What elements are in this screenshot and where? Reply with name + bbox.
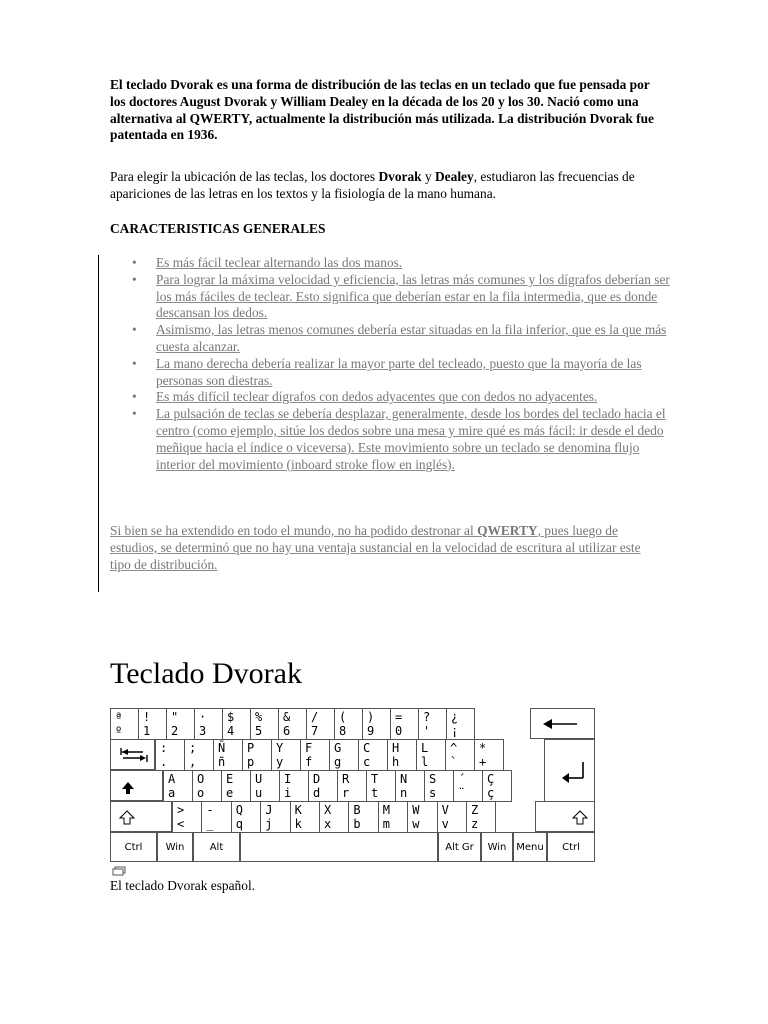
- key-upper-char: T: [371, 772, 379, 786]
- key-shift-left: [110, 801, 172, 832]
- key-upper-char: Ç: [487, 772, 495, 786]
- list-item: [110, 356, 670, 390]
- key-lower-char: a: [168, 786, 176, 800]
- key-row4-1: [172, 801, 202, 833]
- key-row3-10: [424, 770, 454, 802]
- key-label: Ctrl: [124, 842, 143, 853]
- key-upper-char: D: [313, 772, 321, 786]
- closing-text-c: , pues luego de estudios, se determinó que no hay una ventaja sustancial en la velocidad de escritura al utilizar este tipo de distribución.: [110, 523, 641, 572]
- key-row4-8: [378, 801, 408, 833]
- key-caps-lock: [110, 770, 163, 801]
- key-upper-char: Q: [235, 803, 244, 817]
- key-row1-6: [250, 708, 279, 740]
- shift-left-arrow-icon: [119, 810, 135, 826]
- key-upper-char: J: [265, 803, 273, 817]
- key-lower-char: 3: [199, 724, 207, 738]
- key-row1-8: [306, 708, 335, 740]
- key-upper-char: ?: [423, 710, 431, 724]
- key-row2-1: [155, 739, 185, 771]
- key-lower-char: 2: [171, 724, 179, 738]
- key-space: [240, 832, 438, 862]
- key-row1-5: [222, 708, 251, 740]
- bullet: •: [132, 355, 137, 371]
- key-label: Alt: [209, 842, 224, 853]
- key-win-left: [157, 832, 193, 862]
- key-row2-5: [271, 739, 301, 771]
- key-lower-char: 5: [255, 724, 263, 738]
- key-upper-char: K: [294, 803, 302, 817]
- list-item: [110, 272, 670, 322]
- key-row1-7: [278, 708, 307, 740]
- key-row2-2: [184, 739, 214, 771]
- key-upper-char: ^: [450, 741, 458, 755]
- key-row1-13: [446, 708, 475, 740]
- list-item: [110, 322, 670, 356]
- key-lower-char: j: [265, 817, 273, 831]
- key-row4-7: [348, 801, 378, 833]
- tab-arrows-icon: [119, 747, 149, 763]
- bullet: •: [132, 406, 137, 422]
- key-row1-4: [194, 708, 223, 740]
- bullet: •: [132, 271, 137, 287]
- key-upper-char: M: [382, 803, 391, 817]
- key-alt-gr: [438, 832, 481, 862]
- key-upper-char: !: [143, 710, 151, 724]
- key-upper-char: &: [283, 710, 291, 724]
- key-upper-char: O: [197, 772, 205, 786]
- key-lower-char: p: [247, 755, 255, 769]
- key-upper-char: ;: [189, 741, 197, 755]
- key-lower-char: f: [305, 755, 313, 769]
- key-row4-10: [437, 801, 467, 833]
- revision-bar: [98, 255, 99, 592]
- key-upper-char: %: [255, 710, 263, 724]
- key-label: Alt Gr: [445, 842, 474, 853]
- key-lower-char: ': [423, 724, 431, 738]
- key-row1-9: [334, 708, 363, 740]
- list-item-text: La pulsación de teclas se debería desplazar, generalmente, desde los bordes del teclado hacia el centro (como ejemplo, sitúe los dedos sobre una mesa y mire qué es más fácil: ir desde el dedo meñique hacia el índice o viceversa). Este movimiento sobre un teclado se denomina flujo interior del movimiento (inboard stroke flow en inglés).: [156, 406, 666, 472]
- key-win-right: [481, 832, 513, 862]
- intro-bold-paragraph: El teclado Dvorak es una forma de distribución de las teclas en un teclado que fue pensada por los doctores August Dvorak y William Dealey en la década de los 20 y los 30. Nació como una alternativa al QWERTY, actualmente la distribución más utilizada. La distribución Dvorak fue patentada en 1936.: [110, 77, 654, 143]
- key-row3-11: [453, 770, 483, 802]
- key-row4-11: [466, 801, 496, 833]
- p2-dvorak: Dvorak: [378, 169, 422, 184]
- p2-text-c: y: [421, 169, 436, 184]
- key-lower-char: r: [342, 786, 350, 800]
- key-lower-char: .: [160, 755, 168, 769]
- p2-text-e: , estudiaron las frecuencias de apariciones de las letras en los textos y la fisiología de la mano humana.: [110, 169, 635, 201]
- key-lower-char: n: [400, 786, 408, 800]
- key-lower-char: 6: [283, 724, 291, 738]
- key-row2-7: [329, 739, 359, 771]
- key-upper-char: Ñ: [218, 741, 226, 755]
- key-upper-char: X: [324, 803, 332, 817]
- key-upper-char: C: [363, 741, 371, 755]
- key-upper-char: $: [227, 710, 235, 724]
- key-row3-2: [192, 770, 222, 802]
- list-item-text: La mano derecha debería realizar la mayor parte del tecleado, puesto que la mayoría de las personas son diestras.: [156, 355, 642, 388]
- list-item: [110, 255, 670, 272]
- enter-arrow-icon: [561, 760, 587, 786]
- key-label: Win: [487, 842, 507, 853]
- list-item-text: Es más fácil teclear alternando las dos manos.: [156, 255, 403, 270]
- bullet: •: [132, 255, 137, 270]
- key-row2-3: [213, 739, 243, 771]
- key-label: Menu: [516, 842, 544, 853]
- key-lower-char: `: [450, 755, 458, 769]
- closing-paragraph: [110, 523, 655, 573]
- key-upper-char: S: [429, 772, 437, 786]
- backspace-arrow-icon: [543, 718, 583, 730]
- key-label: Win: [165, 842, 185, 853]
- key-upper-char: V: [441, 803, 449, 817]
- key-upper-char: E: [226, 772, 234, 786]
- key-row3-4: [250, 770, 280, 802]
- key-ctrl-left: [110, 832, 157, 862]
- key-upper-char: L: [421, 741, 429, 755]
- key-upper-char: G: [334, 741, 342, 755]
- key-lower-char: t: [371, 786, 379, 800]
- key-lower-char: ¨: [458, 786, 466, 800]
- key-alt: [193, 832, 240, 862]
- key-lower-char: c: [363, 755, 371, 769]
- key-lower-char: ç: [487, 786, 495, 800]
- key-upper-char: =: [395, 710, 403, 724]
- key-upper-char: (: [339, 710, 347, 724]
- key-upper-char: H: [392, 741, 400, 755]
- key-row4-3: [231, 801, 261, 833]
- key-ctrl-right: [547, 832, 595, 862]
- key-row4-5: [290, 801, 320, 833]
- features-heading: CARACTERISTICAS GENERALES: [110, 221, 326, 236]
- keyboard-caption: El teclado Dvorak español.: [110, 878, 256, 893]
- key-lower-char: ñ: [218, 755, 226, 769]
- key-upper-char: ¿: [451, 710, 459, 724]
- key-upper-char: A: [168, 772, 176, 786]
- key-lower-char: u: [255, 786, 263, 800]
- key-enter: [544, 739, 595, 801]
- key-upper-char: P: [247, 741, 255, 755]
- key-row4-9: [407, 801, 437, 833]
- key-lower-char: k: [294, 817, 302, 831]
- image-caption-icon: [112, 866, 126, 876]
- key-upper-char: ·: [199, 710, 207, 724]
- key-upper-char: W: [412, 803, 420, 817]
- key-lower-char: b: [353, 817, 361, 831]
- caps-lock-arrow-icon: [121, 781, 135, 795]
- key-upper-char: :: [160, 741, 168, 755]
- key-lower-char: _: [206, 817, 214, 831]
- key-row4-6: [319, 801, 349, 833]
- key-lower-char: x: [324, 817, 332, 831]
- key-row3-5: [279, 770, 309, 802]
- key-row3-9: [395, 770, 425, 802]
- p2-text-a: Para elegir la ubicación de las teclas, los doctores: [110, 169, 379, 184]
- key-lower-char: g: [334, 755, 342, 769]
- key-row1-3: [166, 708, 195, 740]
- key-lower-char: w: [412, 817, 420, 831]
- section-title: Teclado Dvorak: [110, 657, 302, 690]
- key-row2-11: [445, 739, 475, 771]
- key-lower-char: d: [313, 786, 321, 800]
- key-lower-char: 8: [339, 724, 347, 738]
- key-upper-char: ´: [458, 772, 466, 786]
- key-upper-char: ª: [115, 710, 123, 724]
- key-upper-char: ): [367, 710, 375, 724]
- key-row3-8: [366, 770, 396, 802]
- key-row1-12: [418, 708, 447, 740]
- key-lower-char: e: [226, 786, 234, 800]
- list-item: [110, 389, 670, 406]
- key-upper-char: N: [400, 772, 408, 786]
- key-row3-12: [482, 770, 512, 802]
- key-row1-1: [110, 708, 139, 740]
- key-lower-char: q: [235, 817, 244, 831]
- list-item-text: Para lograr la máxima velocidad y eficiencia, las letras más comunes y los dígrafos deberían ser los más fáciles de teclear. Esto significa que deberían estar en la fila intermedia, que es donde descansan los dedos.: [156, 271, 670, 321]
- key-lower-char: l: [421, 755, 429, 769]
- key-row1-11: [390, 708, 419, 740]
- key-row4-2: [201, 801, 231, 833]
- bullet: •: [132, 389, 137, 405]
- p2-dealey: Dealey: [435, 169, 474, 184]
- list-item-text: Es más difícil teclear dígrafos con dedos adyacentes que con dedos no adyacentes.: [156, 389, 598, 405]
- key-lower-char: 7: [311, 724, 319, 738]
- key-upper-char: R: [342, 772, 350, 786]
- key-row3-6: [308, 770, 338, 802]
- key-shift-right: [535, 801, 595, 832]
- key-lower-char: 1: [143, 724, 151, 738]
- key-lower-char: s: [429, 786, 437, 800]
- key-upper-char: *: [479, 741, 487, 755]
- key-row3-7: [337, 770, 367, 802]
- key-upper-char: Y: [276, 741, 284, 755]
- features-list: [110, 255, 670, 473]
- key-row3-3: [221, 770, 251, 802]
- closing-qwerty: QWERTY: [477, 523, 538, 538]
- key-row2-10: [416, 739, 446, 771]
- bullet: •: [132, 322, 137, 338]
- key-row2-12: [474, 739, 504, 771]
- key-lower-char: +: [479, 755, 487, 769]
- key-row3-1: [163, 770, 193, 802]
- key-lower-char: h: [392, 755, 400, 769]
- key-lower-char: º: [115, 724, 123, 738]
- key-tab: [110, 739, 155, 770]
- key-lower-char: i: [284, 786, 292, 800]
- dvorak-keyboard-diagram: [110, 708, 595, 862]
- key-menu: [513, 832, 547, 862]
- key-upper-char: U: [255, 772, 263, 786]
- key-row2-9: [387, 739, 417, 771]
- key-lower-char: v: [441, 817, 449, 831]
- key-upper-char: >: [177, 803, 185, 817]
- key-row1-2: [138, 708, 167, 740]
- key-lower-char: y: [276, 755, 284, 769]
- key-row2-4: [242, 739, 272, 771]
- key-lower-char: m: [382, 817, 391, 831]
- key-lower-char: ,: [189, 755, 197, 769]
- key-lower-char: 0: [395, 724, 403, 738]
- key-upper-char: I: [284, 772, 292, 786]
- key-upper-char: Z: [471, 803, 479, 817]
- key-row2-6: [300, 739, 330, 771]
- key-upper-char: ": [171, 710, 179, 724]
- key-lower-char: 9: [367, 724, 375, 738]
- key-lower-char: 4: [227, 724, 235, 738]
- key-upper-char: /: [311, 710, 319, 724]
- key-lower-char: ¡: [451, 724, 459, 738]
- key-upper-char: -: [206, 803, 214, 817]
- list-item-text: Asimismo, las letras menos comunes debería estar situadas en la fila inferior, que es la que más cuesta alcanzar.: [156, 322, 667, 354]
- key-row4-4: [260, 801, 290, 833]
- key-lower-char: z: [471, 817, 479, 831]
- intro-paragraph-2: [110, 169, 655, 203]
- key-upper-char: F: [305, 741, 313, 755]
- key-backspace: [530, 708, 595, 739]
- key-upper-char: B: [353, 803, 361, 817]
- key-lower-char: <: [177, 817, 185, 831]
- shift-right-arrow-icon: [572, 810, 588, 826]
- key-lower-char: o: [197, 786, 205, 800]
- list-item: [110, 406, 670, 473]
- key-label: Ctrl: [562, 842, 580, 853]
- key-row1-10: [362, 708, 391, 740]
- closing-text-a: Si bien se ha extendido en todo el mundo, no ha podido destronar al: [110, 523, 478, 538]
- key-row2-8: [358, 739, 388, 771]
